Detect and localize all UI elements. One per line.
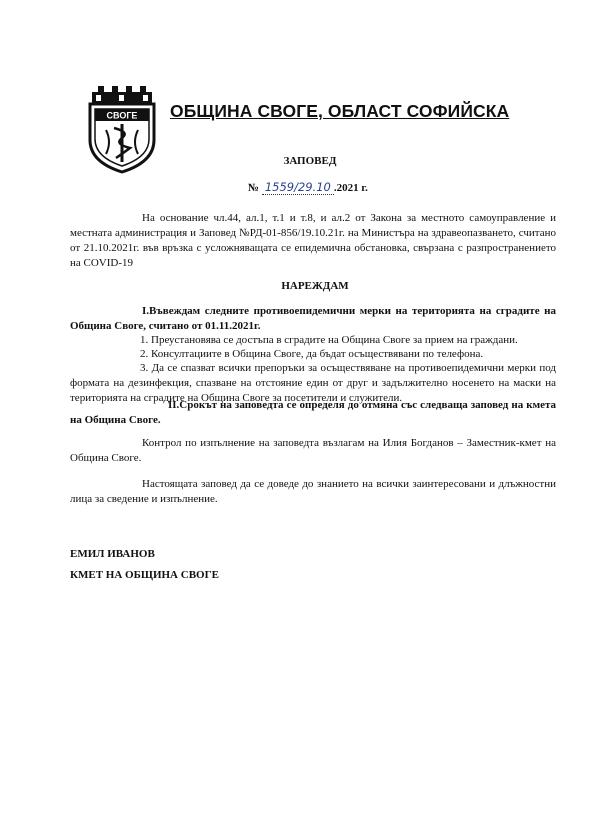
measure-item-1: 1. Преустановява се достъпа в сградите на Община Своге за прием на граждани. xyxy=(140,334,518,346)
final-paragraph: Настоящата заповед да се доведе до знанието на всички заинтересовани и длъжностни лица за сведение и изпълнение. xyxy=(70,478,556,505)
number-suffix: .2021 г. xyxy=(333,182,368,194)
document-number xyxy=(248,180,368,194)
document-title: ЗАПОВЕД xyxy=(283,155,337,167)
handwritten-number: 1559/29.10 xyxy=(262,180,334,195)
municipality-heading: ОБЩИНА СВОГЕ, ОБЛАСТ СОФИЙСКА xyxy=(170,101,510,121)
section-one: I.Въвеждам следните противоепидемични мерки на територията на сградите на Община Своге, считано от 01.11.2021г. xyxy=(70,305,556,332)
order-heading: НАРЕЖДАМ xyxy=(281,280,349,292)
signatory-title: КМЕТ НА ОБЩИНА СВОГЕ xyxy=(70,569,219,581)
signatory-name: ЕМИЛ ИВАНОВ xyxy=(70,548,155,560)
number-prefix: № xyxy=(248,182,260,194)
crest-label: СВОГЕ xyxy=(106,110,138,121)
control-paragraph: Контрол по изпълнение на заповедта възлагам на Илия Богданов – Заместник-кмет на Община Своге. xyxy=(70,437,556,464)
section-two: II.Срокът на заповедта се определя до отмяна със следваща заповед на кмета на Община Своге. xyxy=(70,399,556,426)
legal-basis-paragraph: На основание чл.44, ал.1, т.1 и т.8, и ал.2 от Закона за местното самоуправление и местната администрация и Заповед №РД-01-856/19.10.21г. на Министъра на здравеопазването, считано от 21.10.2021г. във връзка с усложняващата се епидемична обстановка, свързана с разпространението на COVID-19 xyxy=(70,212,556,269)
measure-item-3: 3. Да се спазват всички препоръки за осъществяване на противоепидемични мерки под формата на дезинфекция, спазване на отстояние един от друг и задължително носенето на маски на територията на сградите на Община Своге за посетители и служители. xyxy=(70,362,556,404)
measure-item-2: 2. Консултациите в Община Своге, да бъдат осъществявани по телефона. xyxy=(140,348,484,360)
